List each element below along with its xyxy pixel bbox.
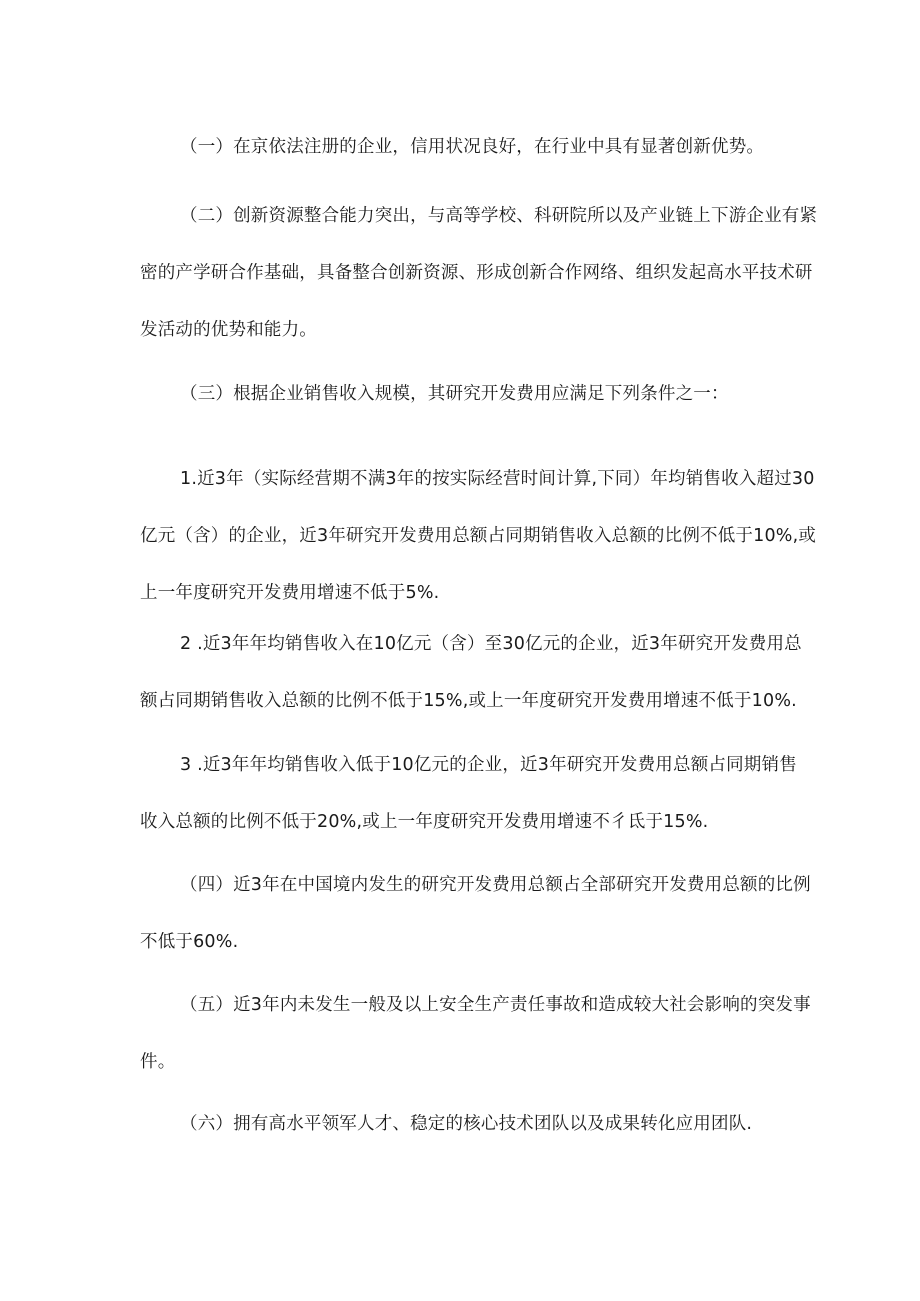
paragraph-line: 件。	[140, 1052, 176, 1072]
paragraph-item-5	[140, 977, 811, 1091]
paragraph-line: 2 .近3年年均销售收入在10亿元（含）至30亿元的企业，近3年研究开发费用总	[180, 634, 802, 654]
paragraph-line: 亿元（含）的企业，近3年研究开发费用总额占同期销售收入总额的比例不低于10%,或	[140, 526, 817, 546]
paragraph-line: （六）拥有高水平领军人才、稳定的核心技术团队以及成果转化应用团队.	[180, 1114, 753, 1134]
paragraph-line: （五）近3年内未发生一般及以上安全生产责任事故和造成较大社会影响的突发事	[180, 995, 811, 1015]
paragraph-item-1	[140, 119, 782, 176]
paragraph-line: （三）根据企业销售收入规模，其研究开发费用应满足下列条件之一：	[180, 384, 729, 404]
paragraph-item-6	[140, 1096, 782, 1153]
paragraph-item-3-2	[140, 616, 802, 730]
paragraph-line: 密的产学研合作基础，具备整合创新资源、形成创新合作网络、组织发起高水平技术研	[140, 263, 813, 283]
paragraph-item-3-1	[140, 451, 817, 622]
paragraph-line: （二）创新资源整合能力突出，与高等学校、科研院所以及产业链上下游企业有紧	[180, 206, 818, 226]
paragraph-line: 1.近3年（实际经营期不满3年的按实际经营时间计算,下同）年均销售收入超过30	[180, 469, 815, 489]
paragraph-line: 发活动的优势和能力。	[140, 320, 317, 340]
paragraph-item-4	[140, 857, 811, 971]
paragraph-item-2	[140, 188, 818, 359]
paragraph-line: 收入总额的比例不低于20%,或上一年度研究开发费用增速不彳氐于15%.	[140, 812, 709, 832]
paragraph-line: 3 .近3年年均销售收入低于10亿元的企业，近3年研究开发费用总额占同期销售	[180, 755, 797, 775]
paragraph-item-3-3	[140, 737, 797, 851]
paragraph-line: 额占同期销售收入总额的比例不低于15%,或上一年度研究开发费用增速不低于10%.	[140, 691, 797, 711]
paragraph-line: （四）近3年在中国境内发生的研究开发费用总额占全部研究开发费用总额的比例	[180, 875, 811, 895]
paragraph-line: 上一年度研究开发费用增速不低于5%.	[140, 583, 440, 603]
paragraph-item-3	[140, 366, 782, 423]
paragraph-line: （一）在京依法注册的企业，信用状况良好，在行业中具有显著创新优势。	[180, 137, 765, 157]
paragraph-line: 不低于60%.	[140, 932, 239, 952]
